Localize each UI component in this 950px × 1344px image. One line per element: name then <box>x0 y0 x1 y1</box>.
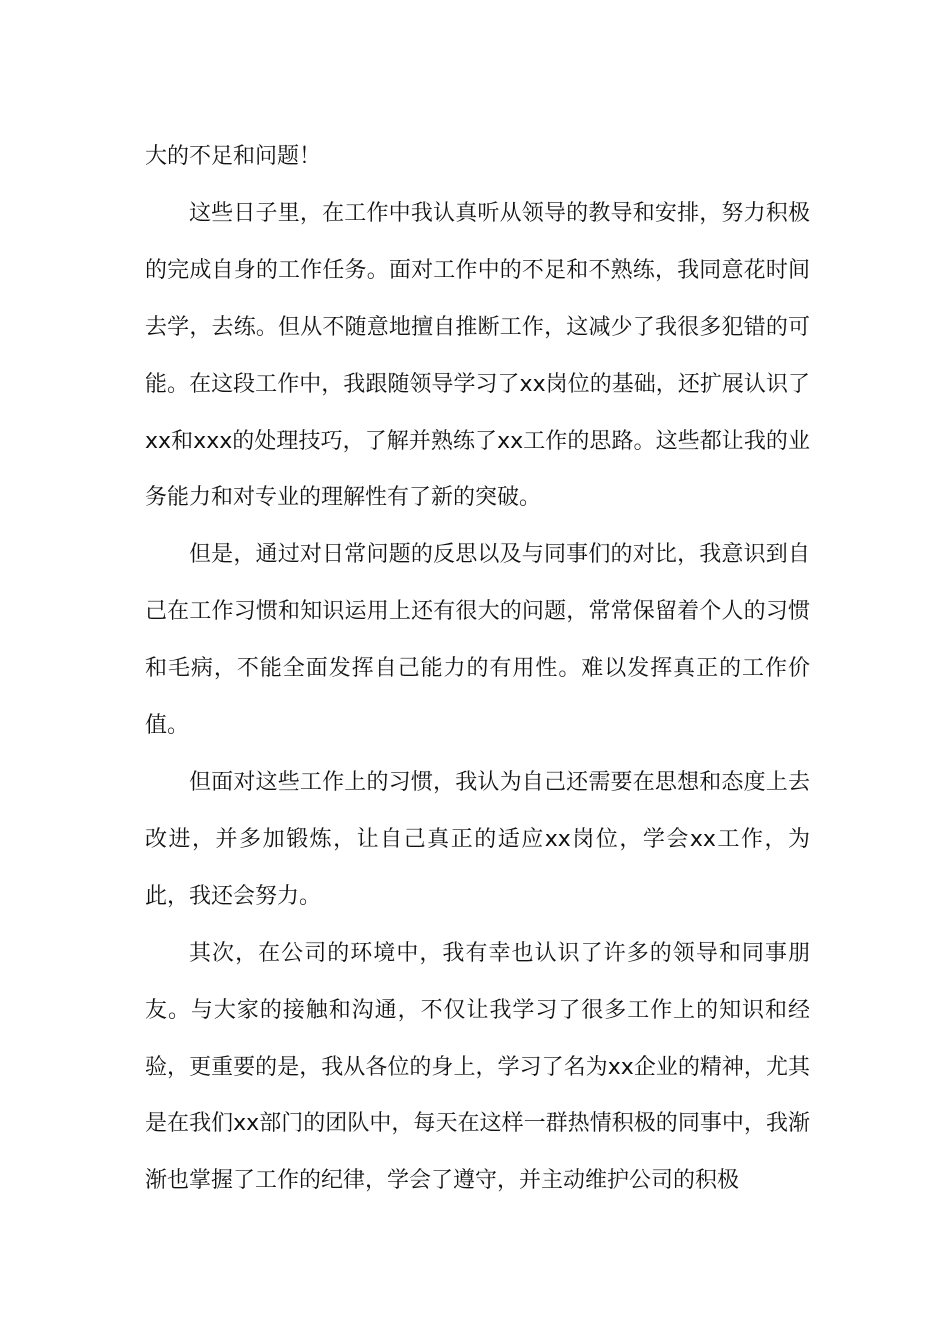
paragraph-work-learning: 这些日子里，在工作中我认真听从领导的教导和安排，努力积极的完成自身的工作任务。面对工作中的不足和不熟练，我同意花时间去学，去练。但从不随意地擅自推断工作，这减少了我很多犯错的可能。在这段工作中，我跟随领导学习了xx岗位的基础，还扩展认识了xx和xxx的处理技巧，了解并熟练了xx工作的思路。这些都让我的业务能力和对专业的理解性有了新的突破。 <box>145 200 810 511</box>
paragraph-continued: 大的不足和问题！ <box>145 144 322 169</box>
paragraph-improvement: 但面对这些工作上的习惯，我认为自己还需要在思想和态度上去改进，并多加锻炼，让自己真正的适应xx岗位，学会xx工作，为此，我还会努力。 <box>145 769 810 909</box>
document-body <box>145 129 810 1210</box>
paragraph-reflection: 但是，通过对日常问题的反思以及与同事们的对比，我意识到自己在工作习惯和知识运用上还有很大的问题，常常保留着个人的习惯和毛病，不能全面发挥自己能力的有用性。难以发挥真正的工作价值。 <box>145 542 810 739</box>
paragraph-colleagues: 其次，在公司的环境中，我有幸也认识了许多的领导和同事朋友。与大家的接触和沟通，不仅让我学习了很多工作上的知识和经验，更重要的是，我从各位的身上，学习了名为xx企业的精神，尤其是在我们xx部门的团队中，每天在这样一群热情积极的同事中，我渐渐也掌握了工作的纪律，学会了遵守，并主动维护公司的积极 <box>145 940 810 1194</box>
